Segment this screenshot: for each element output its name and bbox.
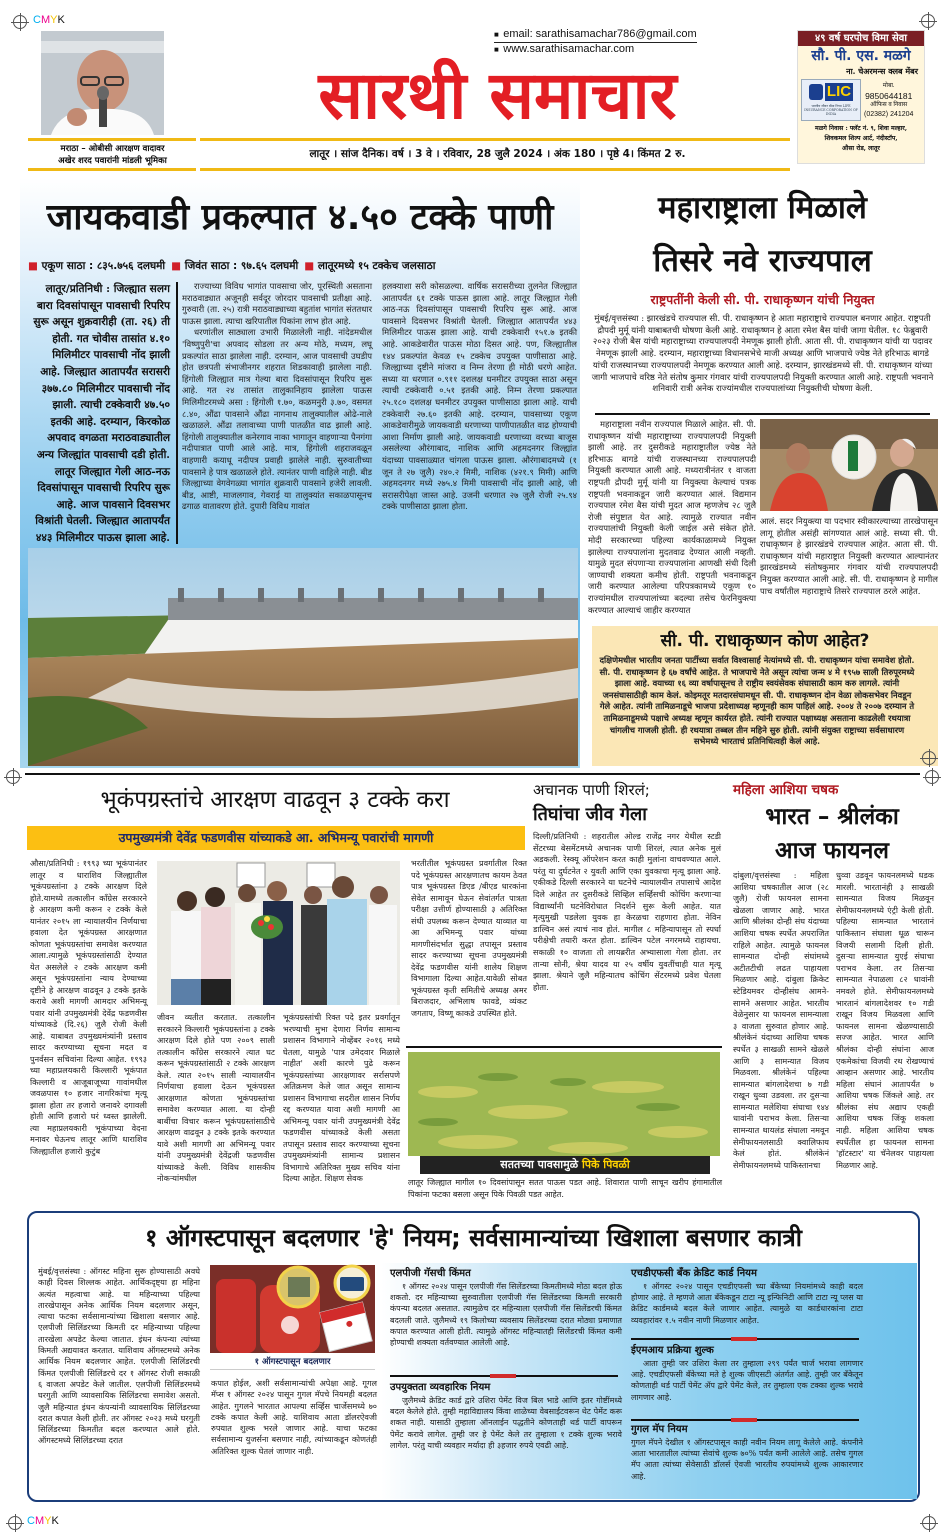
rules-section-title: उपयुक्तता व्यवहारिक नियम <box>390 1382 491 1393</box>
lead-col2-para2: धरणांतील साठ्याला उभारी मिळालेली नाही. नांदेडमधील 'विष्णुपुरी'चा अपवाद सोडला तर अन्य मोठे, मध्यम, लघू प्रकल्पांत साठा झालेला नाही. दरम्यान, आज पावसाची उघडीप होत छत्रपती संभाजीनगर शहरात शिडकावाही झालेला नाही. हिंगोली जिल्ह्यात मात्र गेल्या बारा दिवसांपासून रिपरिप सुरू आहे. गत २४ तासांत तालुकानिहाय झालेला पाऊस मिलिमीटरमध्ये असा : हिंगोली १.७०, कळमनुरी ३.७०, वसमत ८.४०, औंढा पावसाने औंढा नागनाथ तालुक्यातील ओढे-नाले खळाळले. औंढा तलावाच्या पाणी पातळीत वाढ झाली आहे. हिंगोली तालुक्यातील कनेरगाव नाका भागातून वाहणाऱ्या पैनगंगा नदीपात्रात पाणी आले आहे. मात्र, हिंगोली शहराजवळून वाहणारी कयाधू नदीपत्र प्रवाही झालेले नाही. सुरुवातीच्या पावसाने हे पात्र खळाळले होते. त्यानंतर पाणी वाहिले नाही. बीड जिल्ह्याच्या वेगवेगळ्या भागांत शुक्रवारी पावसाने हजेरी लावली. बीड, आष्टी, माजलगाव, गेवराई या तालुक्यांत सकाळपासूनच ढगाळ वातावरण होते. दुपारी विविध गावांत <box>182 327 373 512</box>
stat-item: ■ जिवंत साठा : ९७.६५ दलघमी <box>171 260 299 272</box>
mobile-label: मोबा. <box>882 82 895 89</box>
profile-body: दक्षिणेमधील भारतीय जनता पार्टीच्या सर्वात विश्वासार्ह नेत्यांमध्ये सी. पी. राधाकृष्णन यांचा समावेश होतो. सी. पी. राधाकृष्णन हे ६७ वर्षांचे आहेत. ते भाजपाचे नेते असून त्यांचा जन्म ४ मे १९५७ साली तिरुपूरमध्ये झाला आहे. वयाच्या १६ व्या वर्षापासूनच ते राष्ट्रीय स्वयंसेवक संघासाठी काम करु लागले. त्यांनी जनसंघासाठीही काम केलं. कोइमतूर मतदारसंघामधून सी. पी. राधाकृष्णन दोन वेळा लोकसभेवर निवडून गेले आहेत. त्यांनी तामिळनाडूचे भाजपा प्रदेशाध्यक्ष म्हणूनही काम पाहिलं आहे. २००४ ते २००७ दरम्यान ते तामिळनाडूमध्ये पक्षाचे अध्यक्ष म्हणून कार्यरत होते. त्यांनी राज्यात पक्षाध्यक्ष असताना काढलेली रथयात्रा चांगलीच गाजली होती. ही रथयात्रा तब्बल तीन महिने सुरु होती. त्यांनी संयुक्त राष्ट्राच्या सर्वसाधारण सभेमध्ये भारताचं प्रतिनिधित्वही केलं आहे. <box>599 655 915 747</box>
governor-headline-line2: तिसरे नवे राज्यपाल <box>653 243 872 279</box>
quake-col4: भरतीतील भूकंपग्रस्त प्रवर्गातील रिक्त पदे भूकंपग्रस्त आरक्षणातच कायम ठेवत पात्र भूकंपग्रस्त डिएड /बीएड धारकांना सेवेत सामावून घेऊन सेवांतर्गत पात्रता परीक्षा उत्तीर्ण होण्यासाठी ३ अतिरिक्त संधी उपलब्ध करून देण्यात याव्यात या आ अभिमन्यू पवार यांच्या मागणीसंदर्भात सुद्धा तपासून प्रस्ताव सादर करण्याच्या सूचना उपमुख्यमंत्री देवेंद्र फडणवीस यांनी शालेय शिक्षण विभागाला दिल्या आहेत.यावेळी सोबत भूकंपग्रस्त कृती समितीचे अध्यक्ष अमर बिराजदार, अभिलाष फावडे, व्यंकट जगताप, विष्णू काकडे उपस्थित होते. <box>411 858 527 1018</box>
rules-section-body: १ ऑगस्ट २०२४ पासून एचडीएफसी च्या बँकेच्या नियमांमध्ये काही बदल होणार आहे. ते म्हणजे आता बँकेकडून टाटा न्यू इन्फिनिटी आणि टाटा न्यू प्लस या क्रेडिट कार्डमध्ये बदल केले जाणार आहेत. त्यामुळे या कार्डधारकांना टाटा व्यवहारांवर १.५ नवीन नाणी मिळणार आहेत. <box>631 1282 863 1325</box>
lead-col1: लातूर/प्रतिनिधी : जिल्ह्यात सलग बारा दिवसांपासून पावसाची रिपरिप सुरू असून शुक्रवारीही (ता. २६) ती होती. गत चोवीस तासांत ४.१० मिलिमीटर पावसाची नोंद झाली आहे. जिल्ह्यात आतापर्यंत सरासरी ३७७.८० मिलिमीटर पावसाची नोंद झाली. त्याची टक्केवारी ४७.५० इतकी आहे. दरम्यान, किरकोळ अपवाद वगळता मराठवाड्यातील अन्य जिल्ह्यांत पावसाची दडी होती. लातूर जिल्ह्यात गेली आठ-नऊ दिवसांपासून पावसाची रिपरिप सुरू आहे. आज पावसाने दिवसभर विश्रांती घेतली. जिल्ह्यात आतापर्यंत ४४३ मिलिमीटर पाऊस झाला आहे. <box>33 283 170 544</box>
lpg-cylinder-currency-card-calendar-illustration <box>210 1265 375 1353</box>
governor-body-right: आलं. सदर नियुक्त्या या पदभार स्वीकारल्याच्या तारखेपासून लागू होतील असंही सांगण्यात आलं आहे. सध्या सी. पी. राधाकृष्णन हे झारखंडचे राज्यपाल आहेत. आता सी. पी. राधाकृष्णन यांची महाराष्ट्रात नियुक्ती करण्यात आल्यानंतर झारखंडमध्ये संतोषकुमार गंगवार यांची राज्यपालपदी नियुक्त करण्यात आली आहे. सी. पी. राधाकृष्णन हे मागील पाच वर्षांतील महाराष्ट्राचे तिसरे राज्यपाल ठरले आहेत. <box>760 516 938 596</box>
section-rule <box>406 1046 722 1048</box>
delegation-illustration <box>157 861 400 1005</box>
stat-item: ■ लातूरमध्ये १५ टक्केच जलसाठा <box>304 260 436 272</box>
registration-mark <box>8 1516 22 1530</box>
section-divider-accent <box>731 1418 757 1422</box>
rules-section-title: गुगल मॅप नियम <box>631 1424 688 1435</box>
lead-headline: जायकवाडी प्रकल्पात ४.५० टक्के पाणी <box>46 197 554 238</box>
dam-photo <box>28 548 578 766</box>
lic-wordmark: LIC <box>826 83 852 100</box>
lic-emblem-icon <box>809 84 823 100</box>
section-rule <box>25 773 920 775</box>
section-divider-accent <box>490 1374 516 1378</box>
dateline: लातूर । सांज दैनिक। वर्ष । 3 वे । रविवार, 28 जुलै 2024 । अंक 180 । पृष्ठे 4। किंमत 2 रु. <box>309 148 686 160</box>
quake-col1: औसा/प्रतिनिधी : १९९३ च्या भूकंपानंतर लातूर व धाराशिव जिल्ह्यातील भूकंपग्रस्तांना ३ टक्के आरक्षण दिले होते.यामध्ये तत्कालीन काँग्रेस सरकारने हे आरक्षण कमी करून २ टक्के केले यानंतर २०१५ ला न्यायालयीन निर्णयाचा हवाला देत भूकंपग्रस्त आरक्षणात कोणता भूकंपग्रस्तांचा समावेश करण्यात आला.त्यामुळे भूकंपग्रस्तांसाठी देण्यात येत असलेले २ टक्के आरक्षण कमी असून भूकंपग्रस्तांना न्याय देण्याच्या दृष्टीने हे आरक्षण वाढवून ३ टक्के इतके करावे अशी मागणी आमदार अभिमन्यू पवार यांनी उपमुख्यमंत्री देवेंद्र फडणवीस यांच्याकडे (दि.२६) जुलै रोजी केली आहे. याबाबत उपमुख्यमंत्र्यांनी प्रस्ताव सादर करण्याच्या सूचना मदत व पुनर्वसन सचिवांना दिल्या आहेत. १९९३ च्या महाप्रलयकारी किल्लारी भूकंपात किल्लारी व आजूबाजूच्या गावांमधील जवळपास १० हजार नागरिकांचा मृत्यू झाला होता तर हजारो जनावरे दगावली होती आणि हजारो घरं ध्वस्त झालेली. त्या महाप्रलयकारी भूकंपाच्या वेदना मनावर घेऊनच लातूर आणि धाराशिव जिल्ह्यातील हजारो कुटुंब <box>30 858 147 1156</box>
portrait-illustration <box>41 31 164 135</box>
cricket-kicker: महिला आशिया चषक <box>733 782 839 798</box>
delhi-headline-line2: तिघांचा जीव गेला <box>533 804 647 825</box>
governor-subhead: राष्ट्रपतींनी केली सी. पी. राधाकृष्णन यांची नियुक्त <box>650 292 875 307</box>
crop-caption <box>420 1156 710 1174</box>
ad-banner: ४९ वर्ष घरपोच विमा सेवा <box>798 31 924 46</box>
lead-stats <box>28 256 578 276</box>
lead-col2-para1: राज्याच्या विविध भागांत पावसाचा जोर, पूरस्थिती असताना मराठवाड्यात अजूनही सर्वदूर जोरदार पावसाची प्रतीक्षा आहे. गुरुवारी (ता. २५) रात्री मराठवाड्याच्या बहुतांश भागांत संततधार पाऊस झाला. त्याचा खरिपातील पिकांना लाभ होत आहे. <box>182 281 372 326</box>
contact-block: ■ email: sarathisamachar786@gmail.com ■ www.sarathisamachar.com <box>494 28 697 55</box>
office-label: ऑफिस व निवास <box>870 101 908 108</box>
delhi-body: दिल्ली/प्रतिनिधी : शहरातील ओल्ड राजेंद्र नगर येथील स्टडी सेंटरच्या बेसमेंटमध्ये अचानक पाणी शिरलं, त्यात अनेक मुलं अडकली. रेस्क्यू ऑपरेशन करत काही मुलांना वाचवण्यात आले. परंतु या दुर्घटनेत २ युवती आणि एका युवकाचा मृत्यू झाला आहे. एकीकडे दिल्ली सरकारने या घटनेचे न्यायालयीन तपासाचे आदेश दिले आहेत तर दुसरीकडे सिव्हिल सर्व्हिसची कोचिंग करणाऱ्या विद्यार्थ्यांनी घटनेविरोधात निदर्शने सुरू केली आहेत. यात मृत्युमुखी पडलेला युवक हा केरळचा राहणारा होता. नेविन डाल्विन असं त्याचं नाव होतं. मागील ८ महिन्यापासून तो स्पर्धा परीक्षेची तयारी करत होता. डाल्विन पटेल नगरमध्ये राहायचा. सकाळी १० वाजता तो लायब्ररीत अभ्यासाला गेला होता. तर तान्या सोनी, श्रेया यादव या २५ वर्षीय युवतींचाही यात मृत्यू झाला. श्रेयाने जुलै महिन्यातच कोचिंग सेंटरमध्ये प्रवेश घेतला होता. <box>533 831 721 992</box>
registration-mark <box>925 770 939 784</box>
stat-item: ■ एकूण साठा : ८३५.७५६ दलघमी <box>28 260 166 272</box>
rules-section-body: जुलैमध्ये क्रेडिट कार्ड द्वारे उशिरा पेमेंट विज बिल भाडे आणि इतर गोष्टींमध्ये बदल केलेले होते. तुम्ही महाविद्यालय किंवा शाळेच्या वेबसाईटवरून थेट पेमेंट करू शकत नाही. यासाठी तुम्हाला ऑनलाईन पद्धतीने कोणताही थर्ड पार्टी वापरून पेमेंट करावे लागेल. तुम्ही जर हे पेमेंट केले तर तुम्हाला १ टक्के शुल्क भरावे लागेल. परंतु याची व्यवहार मर्यादा ही ३हजार रुपये एवढी आहे. <box>390 1396 622 1450</box>
crop-caption-white: सततच्या पावसामुळे <box>500 1158 579 1171</box>
rules-section <box>631 1423 863 1495</box>
column-rule <box>176 282 178 544</box>
section-rule <box>595 413 930 415</box>
ad-address-line3: औसा रोड, लातूर <box>842 145 880 152</box>
crop-caption-yellow: पिके पिवळी <box>581 1158 630 1171</box>
governor-meeting-illustration <box>760 419 938 511</box>
rules-section <box>631 1267 863 1335</box>
side-caption-line2: अखेर शरद पवारांनी मांडली भूमिका <box>58 156 167 166</box>
governor-body-left: महाराष्ट्राला नवीन राज्यपाल मिळाले आहेत. सी. पी. राधाकृष्णन यांची महाराष्ट्राच्या राज्यपालपदी नियुक्ती झाली आहे. तर दुसरीकडे महाराष्ट्रातील ज्येष्ठ नेते हरिभाऊ बागडे यांची राजस्थानच्या राज्यपालपदी नियुक्ती करण्यात आली आहे. मध्यरात्रीनंतर १ वाजता राष्ट्रपती द्रौपदी मुर्मू यांनी या नियुक्त्या केल्याचं पत्रक राष्ट्रपती भवनाकडून जारी करण्यात आलं. विद्यमान राज्यपाल रमेश बैस यांची मुदत आज म्हणजेच २८ जुलै रोजी संपुष्टात येत आहे. त्यामुळे राज्यात नवीन राज्यपालांची नियुक्ती केली जाईल असे संकेत होते. मोदी सरकारच्या पहिल्या कार्यकाळामध्ये नियुक्त झालेल्या राज्यपालांना मुदतवाढ देण्यात आली नव्हती. यामुळे मुदत संपणाऱ्या राज्यपालांना आणखी संधी दिली जाण्याची शक्यता कमीच होती. राष्ट्रपती भवनाकडून जारी करण्यात आलेल्या परिपत्रकामध्ये एकूण १० राज्यांमधील राज्यपालांच्या बदल्या तसेच फेरनियुक्त्या करण्यात आल्याचं जाहीर करण्यात <box>588 419 756 615</box>
phone-number[interactable]: (02382) 241204 <box>864 110 914 118</box>
quake-subhead: उपमुख्यमंत्री देवेंद्र फडणवीस यांच्याकडे आ. अभिमन्यू पवारांची मागणी <box>27 826 525 850</box>
masthead-rule <box>200 168 790 171</box>
ad-address-line2: शिवकमल शिल्प आर्ट, नंदीस्टॉप, <box>824 135 898 142</box>
rules-section-body: १ ऑगस्ट २०२४ पासून एलपीजी गॅस सिलेंडरच्या किमतीमध्ये मोठा बदल होऊ शकतो. दर महिन्याच्या सुरुवातीला एलपीजी गॅस सिलेंडरच्या किमती सरकारी कंपन्या बदलत असतात. त्यामुळेच दर महिन्याला एलपीजी गॅस सिलेंडरची किंमत बदलली जाते. जुलैमध्ये १९ किलोच्या व्यवसाय सिलेंडरच्या दरात मोठ्या प्रमाणात कपात करण्यात आली होती. त्यामुळे ऑगस्ट महिन्यातही सिलेंडरची किंमत कमी होण्याची शक्यता वर्तवण्यात आलेली आहे. <box>390 1282 622 1348</box>
ad-name: सौ. पी. एस. मळगे <box>811 48 911 64</box>
lead-col3: हलक्याशा सरी कोसळल्या. वार्षिक सरासरीच्या तुलनेत जिल्ह्यात आतापर्यंत ६१ टक्के पाऊस झाला आहे. लातूर जिल्ह्यात गेली आठ-नऊ दिवसांपासून पावसाची रिपरिप सुरू आहे. आज पावसाने दिवसभर विश्रांती घेतली. जिल्ह्यात आतापर्यंत ४४३ मिलिमीटर पाऊस झाला आहे. याची टक्केवारी १५१.७ इतकी आहे. आकडेवारीत पाऊस मोठा दिसत आहे. पण, जिल्ह्यातील १४४ प्रकल्पांत केवळ १५ टक्केच उपयुक्त पाणीसाठा आहे. जिल्ह्याच्या दृष्टीने मांजरा व निम्न तेरणा ही मोठी धरणे आहेत. सध्या या धरणात ०.९११ दशलक्ष घनमीटर उपयुक्त साठा असून त्याची टक्केवारी ०.५१ इतकी आहे. निम्न तेरणा प्रकल्पात २५.१८० दशलक्ष घनमीटर उपयुक्त पाणीसाठा झाला आहे. याची टक्केवारी २७.६० इतकी आहे. दरम्यान, पावसाच्या एकूण आकडेवारीमुळे जायकवाडी धरणाच्या पाणीपातळीत वाढ होण्याची आशा निर्माण झाली आहे. जायकवाडी धरणाच्या वरच्या बाजूस असलेल्या औरंगाबाद, नाशिक आणि अहमदनगर जिल्ह्यांत यंदाच्या पावसाळ्यात चांगला पाऊस झाला. औरंगाबादमध्ये (१ जून ते २७ जुलै) २४०.२ मिमी, नाशिक (४२१.९ मिमी) आणि अहमदनगर मध्ये २७५.४ मिमी पावसाची नोंद झाली आहे, जी सरासरीपेक्षा जास्त आहे. उजनी धरणात २७ जुलै रोजी २५.९४ टक्के पाणीसाठा झाला होता. <box>382 281 577 512</box>
quake-col2: जीवन व्यतीत करतात. तत्कालीन सरकारने किल्लारी भूकंपग्रस्तांना ३ टक्के आरक्षण दिले होते पण २००९ साली तत्कालीन काँग्रेस सरकारने त्यात घट करून भूकंपग्रस्तांसाठी २ टक्के आरक्षण केले. त्यात २०१५ साली न्यायालयीन निर्णयाचा हवाला देऊन भूकंपग्रस्त आरक्षणात कोणता भूकंपग्रस्तांचा समावेश करण्यात आला. या दोन्ही बाबींचा विचार करून भूकंपग्रस्तांसाठीचे आरक्षण वाढवून ३ टक्के इतके करण्यात यावे अशी मागणी आ अभिमन्यू पवार यांनी उपमुख्यमंत्री देवेंद्रजी फडणवीस यांच्याकडे केली. विविध शासकीय नोकऱ्यांमधील <box>157 1012 275 1183</box>
newspaper-title: सारथी समाचार <box>318 57 677 134</box>
quake-photo <box>157 861 400 1005</box>
cricket-headline-line1: भारत – श्रीलंका <box>765 804 899 830</box>
governor-headline-line1: महाराष्ट्राला मिळाले <box>658 190 867 226</box>
rules-col1: मुंबई/वृत्तसंस्था : ऑगस्ट महिना सुरू होण्यासाठी अवघे काही दिवस शिल्लक आहेत. आर्थिकदृष्ट्या हा महिना अत्यंत महत्वाचा आहे. या महिन्याच्या पहिल्या तारखेपासून अनेक आर्थिक नियम बदलणार असून, त्याचा फटका सर्वसामान्यांच्या खिशाला बसणार आहे. एलपीजी सिलिंडरच्या किमती दर महिन्याच्या पहिल्या तारखेला अपडेट केल्या जातात. इंधन कंपन्या त्यांच्या किमती अद्ययावत करतात. याशिवाय ऑगस्टमध्ये अनेक आर्थिक नियम बदलणार आहेत. एलपीजी सिलिंडरची किंमत एलपीजी सिलिंडरचे दर १ ऑगस्ट रोजी सकाळी ६ वाजता अपडेट केले जातील. एलपीजी सिलिंडरमध्ये घरगुती आणि व्यावसायिक सिलिंडरचा समावेश असतो. जुलै महिन्यात इंधन कंपन्यांनी व्यावसायिक सिलिंडरच्या दरात कपात केली होती. तर ऑगस्ट २०२३ मध्ये घरगुती सिलिंडरच्या किमतीत बदल करण्यात आले होते. ऑगस्टमध्ये सिलिंडरच्या दरात <box>38 1266 200 1446</box>
registration-mark <box>6 770 20 784</box>
lic-ad[interactable] <box>797 30 925 164</box>
cricket-col1: दांबुला/वृत्तसंस्था : महिला आशिया चषकातील आज (२८ जुलै) रोजी फायनल सामना खेळला जाणार आहे. भारत आणि श्रीलंका दोन्ही संघ यंदाच्या आशिया चषक स्पर्धेत अपराजित राहिले आहेत. त्यामुळे फायनल सामन्यात दोन्ही संघांमध्ये अटीतटीची लढत पाहायला मिळणार आहे. दांबुला क्रिकेट स्टेडियमवर दोन्हीसंघ आमने-सामने असणार आहेत. भारतीय वेळेनुसार या फायनल सामन्याला ३ वाजता सुरुवात होणार आहे. श्रीलंकेनं यंदाच्या आशिया चषक स्पर्धेत ३ साखळी सामने खेळले आणि ३ सामन्यात विजय मिळवला. श्रीलंकेनं पहिल्या सामन्यात बांगलादेशचा ७ गडी राखून धुव्वा उडवला. तर दुसऱ्या सामन्यात मलेशिया संघाचा १४४ धावांनी पराभव केला. तिसऱ्या सामन्यात थायलंड संघाला नमवून सेमीफायनलसाठी क्वालिफाय केलं होतं. श्रीलंकेनं सेमीफायनलमध्ये पाकिस्तानचा <box>733 870 829 1170</box>
cricket-col2: धुव्वा उडवून फायनलमध्ये धडक मारली. भारतानंही ३ साखळी सामन्यात विजय मिळवून सेमीफायनलमध्ये एंट्री केली होती. पहिल्या सामन्यात भारतानं पाकिस्तान संघाला धूळ चारून विजयी सलामी दिली होती. दुसऱ्या सामन्यात युएई संघाचा पराभव केला. तर तिसऱ्या सामन्यात नेपाळला ८२ धावांनी नमवले होते. सेमीफायनलमध्ये भारतानं बांगलादेशवर १० गडी राखून विजय मिळवला आणि फायनल सामना खेळण्यासाठी सज्ज आहेत. भारत आणि श्रीलंका दोन्ही संघांना आज एकमेकांचा विजयी रथ रोखण्याचं आव्हान असणार आहे. भारतीय महिला संघानं आतापर्यंत ७ आशिया चषक जिंकले आहे. तर श्रीलंका संघ अद्याप एकही आशिया चषक जिंकू शकला नाही. महिला आशिया चषक स्पर्धेतील हा फायनल सामना 'हॉटस्टार' या चॅनेलवर पाहायला मिळणार आहे. <box>836 870 934 1170</box>
registration-mark <box>921 14 935 28</box>
governor-photo <box>760 419 938 511</box>
dam-spillway-illustration <box>28 548 578 766</box>
rules-section <box>390 1267 622 1371</box>
email-link[interactable]: email: sarathisamachar786@gmail.com <box>503 28 697 40</box>
rules-section-title: एलपीजी गॅसची किंमत <box>390 1268 471 1279</box>
crop-photo <box>408 1052 720 1156</box>
rules-section <box>631 1344 863 1416</box>
quake-headline: भूकंपग्रस्तांचे आरक्षण वाढवून ३ टक्के करा <box>100 787 450 813</box>
cmyk-mark-bottom: CMYK <box>27 1515 59 1527</box>
rules-section-body: आता तुम्ही जर उशिरा केला तर तुम्हाला २९९ पर्यंत चार्ज भरावा लागणार आहे. एचडीएफसी बँकेच्या मते हे शुल्क जीएसटी अंतर्गत आहे. तुम्ही जर बँकेतून कोणताही थर्ड पार्टी पेमेंट ॲप द्वारे पेमेंट केले, तर तुम्हाला एक टक्का शुल्क भरावे लागणार आहे. <box>631 1359 863 1402</box>
website-link[interactable]: www.sarathisamachar.com <box>503 43 635 55</box>
profile-title: सी. पी. राधाकृष्णन कोण आहेत? <box>660 631 870 651</box>
rules-section-body: गुगल मॅपने देखील १ ऑगस्टपासून काही नवीन नियम लागू केलेले आहे. कंपनीने आता भारतातील त्यांच्या सेवांचे शुल्क ७०% पर्यंत कमी आलेले आहे. तसेच गुगल मॅप आता त्यांच्या सेवेसाठी डॉलर्स ऐवजी भारतीय रुपयांमध्ये शुल्क आकारणार आहे. <box>631 1438 863 1481</box>
rules-photo-caption: १ ऑगस्टपासून बदलणार <box>210 1354 375 1370</box>
registration-mark <box>13 15 27 29</box>
lic-logo <box>801 79 861 121</box>
ad-designation: ना. चेअरमन्स क्लब मेंबर <box>846 66 918 76</box>
rules-section <box>390 1381 622 1493</box>
cmyk-mark-top: CMYK <box>33 14 65 26</box>
rules-headline: १ ऑगस्टपासून बदलणार 'हे' नियम; सर्वसामान्यांच्या खिशाला बसणार कात्री <box>145 1224 802 1252</box>
masthead-rule <box>200 138 790 141</box>
yellowing-crops-illustration <box>408 1052 720 1156</box>
rules-col2: कपात होईल, अशी सर्वसामान्यांची अपेक्षा आहे. गूगल मॅप्स १ ऑगस्ट २०२४ पासून गुगल मॅपचे नियमही बदलत आहेत. गुगलने भारतात आपल्या सर्व्हिस चार्जेसमध्ये ७० टक्के कपात केली आहे. याशिवाय आता डॉलरऐवजी रुपयात शुल्क भरले जाणार आहे. याचा फटका सर्वसामान्य युजर्सना बसणार नाही, त्यांच्याकडून कोणतंही अतिरिक्त शुल्क घेतलं जाणार नाही. <box>211 1378 377 1456</box>
rules-section-title: एचडीएफसी बँक क्रेडिट कार्ड नियम <box>631 1268 757 1279</box>
ad-address-line1: मळगे निवास : फ्लॅट नं. ९, शिवा मल्हार, <box>815 125 907 132</box>
quake-col3: भूकंपग्रस्तांची रिक्त पदे इतर प्रवर्गातून भरण्याची मुभा देणारा निर्णय सामान्य प्रशासन विभागाने नोव्हेंबर २०१६ मध्ये घेतला, यामुळे 'पात्र उमेदवार मिळाले नाहीत' अशी कारणे पुढे करून भूकंपग्रस्तांच्या आरक्षणावर सर्रासपणे अतिक्रमण केले जात असून सामान्य प्रशासन विभागाचा सदरील शासन निर्णय रद्द करण्यात यावा अशी मागणी आ अभिमन्यू पवार यांनी उपमुख्यमंत्री देवेंद्र फडणवीस यांच्याकडे केली असता तपासून प्रस्ताव सादर करण्याच्या सूचना उपमुख्यमंत्र्यांनी सामान्य प्रशासन विभागाचे अतिरिक्त मुख्य सचिव यांना दिल्या आहेत. शिक्षण सेवक <box>283 1012 400 1183</box>
delhi-headline-line1: अचानक पाणी शिरलं; <box>533 781 650 799</box>
registration-mark <box>922 751 936 765</box>
side-caption-line1: मराठा – ओबीसी आरक्षण वादावर <box>60 144 165 154</box>
registration-mark <box>922 1516 936 1530</box>
governor-intro: मुंबई/वृत्तसंस्था : झारखंडचे राज्यपाल सी. पी. राधाकृष्णन हे आता महाराष्ट्राचे राज्यपाल बनणार आहेत. राष्ट्रपती द्रौपदी मुर्मू यांनी याबाबतची घोषणा केली आहे. राधाकृष्णन हे आता रमेश बैस यांची जागा घेतील. १८ फेब्रुवारी २०२३ रोजी बैस यांची महाराष्ट्राच्या राज्यपालपदी नेमणूक झाली होती. आता सी. पी. राधाकृष्णन यांची या पदावर नेमणूक झाली आहे. दरम्यान, महाराष्ट्राच्या विधानसभेचे माजी अध्यक्ष आणि भाजपाचे ज्येष्ठ नेते हरिभाऊ बागडे यांची राजस्थानच्या राज्यपालपदी नेमणूक करण्यात आली आहे. दरम्यान, झारखंडमध्ये सी. पी. राधाकृष्णन यांच्या जागी भाजपाचे वरिष्ठ नेते संतोष कुमार गंगवार यांची राज्यपालपदी नियुक्ती करण्यात आली आहे. राष्ट्रपती भवनाने शनिवारी रात्री अनेक राज्यांमधील राज्यपालांच्या नियुक्तीची घोषणा केली. <box>591 314 934 395</box>
cricket-headline-line2: आज फायनल <box>775 838 889 864</box>
lic-subtitle: भारतीय जीवन बीमा निगम LIFE INSURANCE CORPORATION OF INDIA <box>804 104 858 116</box>
section-divider-accent <box>731 1337 757 1341</box>
lead-col2 <box>182 281 372 543</box>
masthead-rule <box>28 138 196 141</box>
side-caption <box>30 143 195 167</box>
rules-photo <box>210 1265 375 1353</box>
masthead-rule <box>28 168 196 171</box>
crop-body: लातूर जिल्ह्यात मागील १० दिवसांपासून सतत पाऊस पडत आहे. शिवारात पाणी साचून खरीप हंगामातील पिकांना फटका बसला असून पिके पिवळी पडत आहेत. <box>408 1178 722 1199</box>
pawar-photo <box>41 31 164 135</box>
rules-section-title: ईएमआय प्रक्रिया शुल्क <box>631 1345 714 1356</box>
mobile-number[interactable]: 9850644181 <box>865 90 913 101</box>
